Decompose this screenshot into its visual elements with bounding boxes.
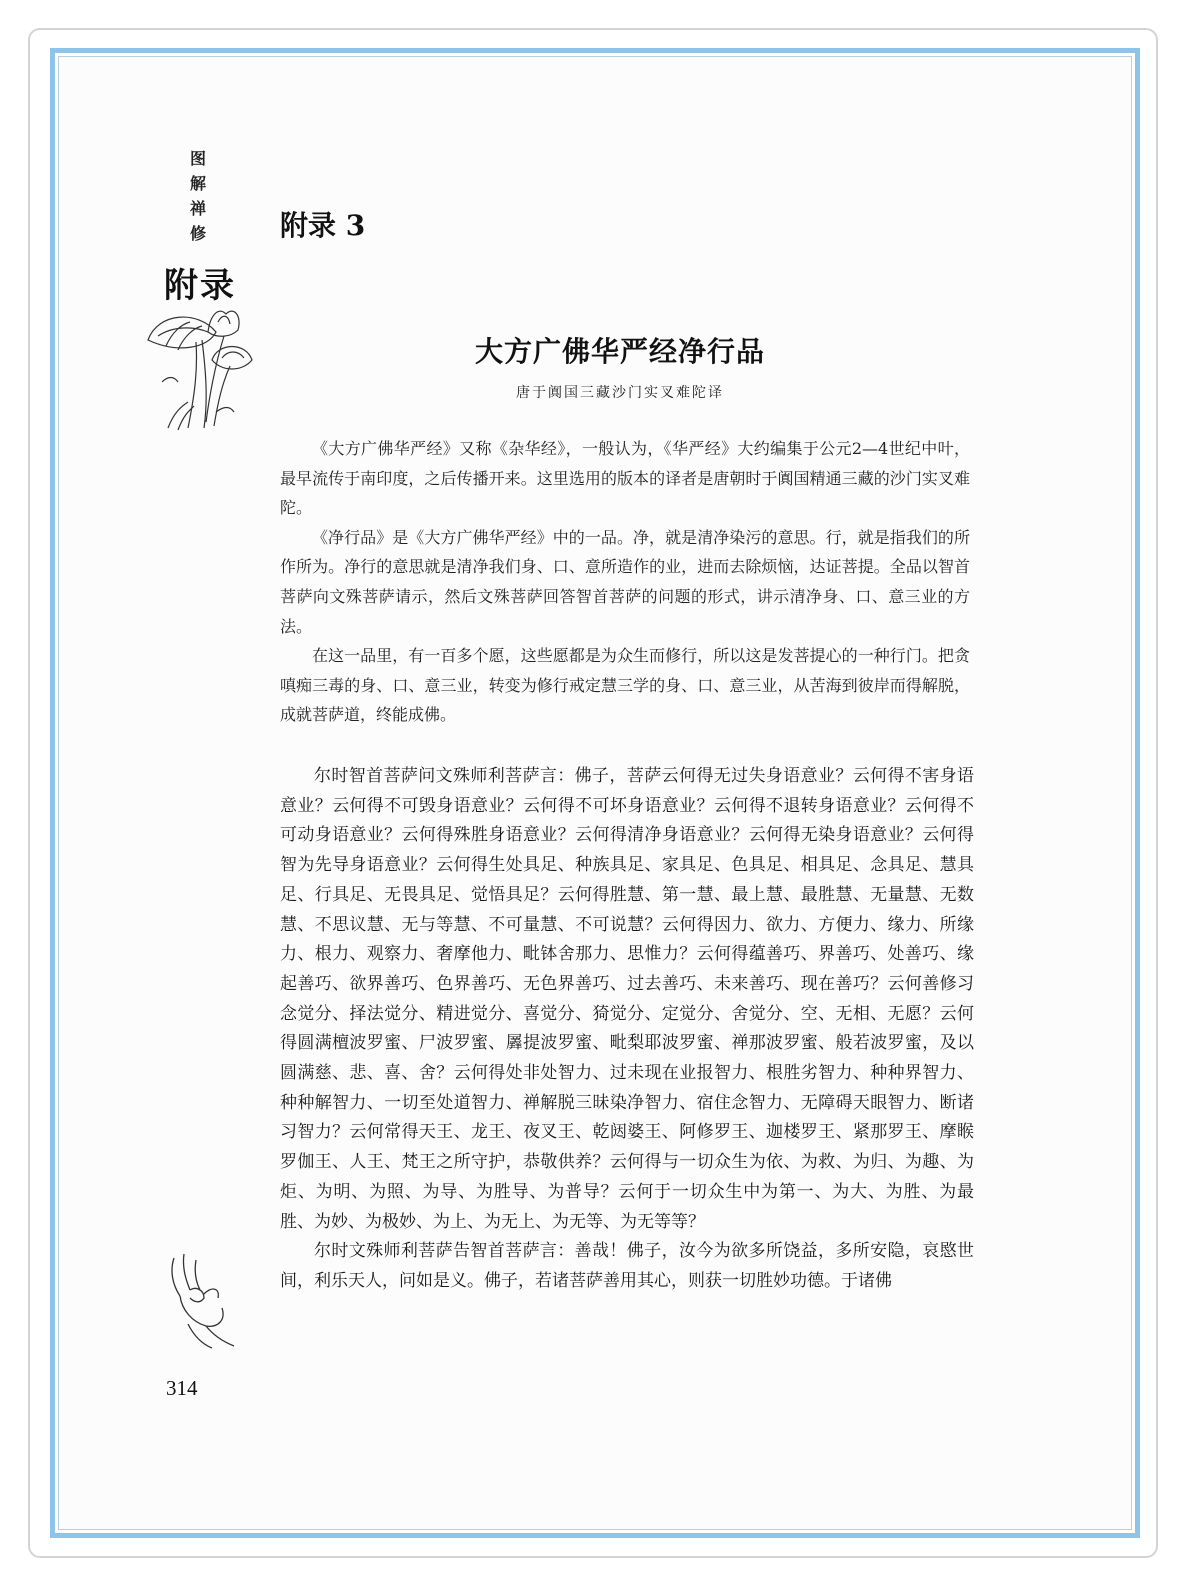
introduction-text	[280, 434, 970, 730]
series-char: 修	[189, 224, 206, 243]
mudra-hand-illustration	[160, 1250, 240, 1350]
chapter-label: 附录 3	[280, 209, 366, 242]
page-title: 大方广佛华严经净行品	[474, 335, 765, 368]
series-char: 图	[189, 149, 206, 168]
intro-paragraph: 《净行品》是《大方广佛华严经》中的一品。净，就是清净染污的意思。行，就是指我们的所作所为。净行的意思就是清净我们身、口、意所造作的业，进而去除烦恼，达证菩提。全品以智首菩萨向文殊菩萨请示，然后文殊菩萨回答智首菩萨的问题的形式，讲示清净身、口、意三业的方法。	[280, 527, 970, 636]
intro-paragraph: 在这一品里，有一百多个愿，这些愿都是为众生而修行，所以这是发菩提心的一种行门。把贪嗔痴三毒的身、口、意三业，转变为修行戒定慧三学的身、口、意三业，从苦海到彼岸而得解脱，成就菩萨道，终能成佛。	[280, 646, 970, 725]
scripture-text	[280, 762, 974, 1297]
scripture-paragraph: 尔时智首菩萨问文殊师利菩萨言：佛子，菩萨云何得无过失身语意业？云何得不害身语意业？云何得不可毁身语意业？云何得不可坏身语意业？云何得不退转身语意业？云何得不可动身语意业？云何得殊胜身语意业？云何得清净身语意业？云何得无染身语意业？云何得智为先导身语意业？云何得生处具足、种族具足、家具足、色具足、相具足、念具足、慧具足、行具足、无畏具足、觉悟具足？云何得胜慧、第一慧、最上慧、最胜慧、无量慧、无数慧、不思议慧、无与等慧、不可量慧、不可说慧？云何得因力、欲力、方便力、缘力、所缘力、根力、观察力、奢摩他力、毗钵舍那力、思惟力？云何得蕴善巧、界善巧、处善巧、缘起善巧、欲界善巧、色界善巧、无色界善巧、过去善巧、未来善巧、现在善巧？云何善修习念觉分、择法觉分、精进觉分、喜觉分、猗觉分、定觉分、舍觉分、空、无相、无愿？云何得圆满檀波罗蜜、尸波罗蜜、羼提波罗蜜、毗梨耶波罗蜜、禅那波罗蜜、般若波罗蜜，及以圆满慈、悲、喜、舍？云何得处非处智力、过未现在业报智力、根胜劣智力、种种界智力、种种解智力、一切至处道智力、禅解脱三昧染净智力、宿住念智力、无障碍天眼智力、断诸习智力？云何常得天王、龙王、夜叉王、乾闼婆王、阿修罗王、迦楼罗王、紧那罗王、摩睺罗伽王、人王、梵王之所守护，恭敬供养？云何得与一切众生为依、为救、为归、为趣、为炬、为明、为照、为导、为胜导、为普导？云何于一切众生中为第一、为大、为胜、为最胜、为妙、为极妙、为上、为无上、为无等、为无等等？	[280, 766, 974, 1232]
series-char: 禅	[189, 199, 206, 218]
scripture-paragraph: 尔时文殊师利菩萨告智首菩萨言：善哉！佛子，汝今为欲多所饶益，多所安隐，哀愍世间，利乐天人，问如是义。佛子，若诸菩萨善用其心，则获一切胜妙功德。于诸佛	[280, 1241, 974, 1291]
lotus-illustration	[138, 302, 258, 432]
translator-line: 唐于阗国三藏沙门实叉难陀译	[516, 385, 724, 401]
intro-paragraph: 《大方广佛华严经》又称《杂华经》，一般认为，《华严经》大约编集于公元2—4世纪中叶，最早流传于南印度，之后传播开来。这里选用的版本的译者是唐朝时于阗国精通三藏的沙门实叉难陀。	[280, 439, 970, 518]
appendix-side-label: 附录	[164, 266, 236, 306]
series-char: 解	[189, 174, 206, 193]
series-title-vertical	[186, 146, 210, 246]
page-number: 314	[166, 1376, 198, 1400]
